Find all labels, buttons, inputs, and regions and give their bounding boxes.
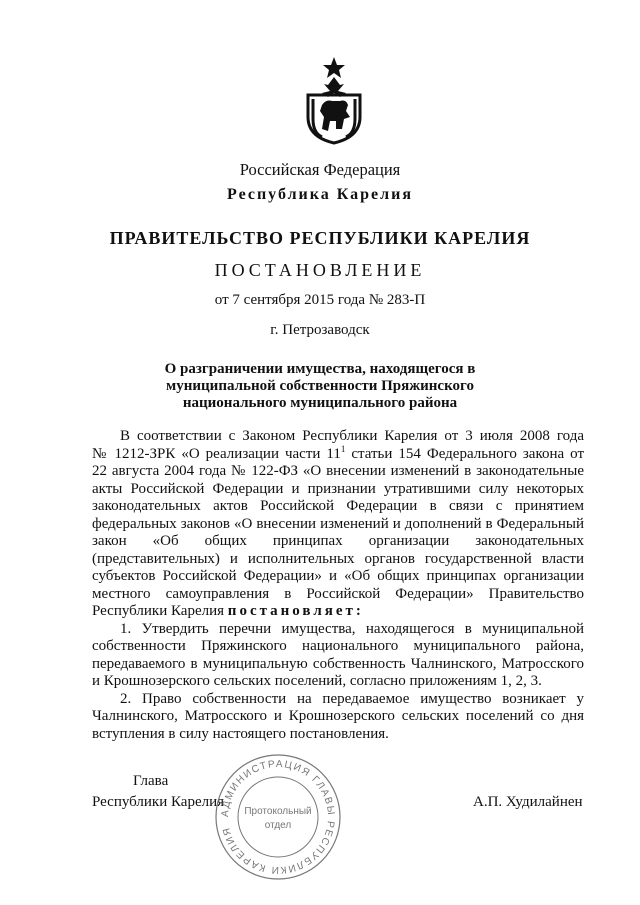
body-line: собственности Пряжинского национального муниципального района, <box>92 638 584 654</box>
body-line <box>92 603 584 621</box>
body-line: вступления в силу настоящего постановления. <box>92 725 389 742</box>
body-line: передаваемого в муниципальную собственность Чалнинского, Матросского <box>92 655 584 672</box>
body-line: закон «Об общих принципах организации законодательных <box>92 533 584 549</box>
body-line: 22 августа 2004 года № 122-ФЗ «О внесении изменений в законодательные <box>92 463 584 479</box>
signatory-position: Глава <box>133 773 169 789</box>
body-line: акты Российской Федерации и признании утратившими силу некоторых <box>92 480 584 497</box>
body-line: Чалнинского, Матросского и Крошнозерского сельских поселений со дня <box>92 708 584 724</box>
body-line: и Крошнозерского сельских поселений, согласно приложениям 1, 2, 3. <box>92 673 542 689</box>
body-text: Республики Карелия <box>92 603 225 619</box>
body-line: субъектов Российской Федерации» и «Об общих принципах организации <box>92 568 584 584</box>
body-line <box>92 443 584 464</box>
stamp-ring-text: АДМИНИСТРАЦИЯ ГЛАВЫ РЕСПУБЛИКИ КАРЕЛИЯ <box>219 758 337 876</box>
stamp-center-line: отдел <box>264 820 292 831</box>
title-line: муниципальной собственности Пряжинского <box>166 378 474 394</box>
stamp-center-line: Протокольный <box>244 806 312 817</box>
city: г. Петрозаводск <box>270 322 370 338</box>
decides-word: постановляет: <box>227 603 364 619</box>
signatory-position-republic: Республики Карелия <box>92 794 225 810</box>
signatory-name: А.П. Худилайнен <box>473 794 583 810</box>
body-line: законодательных актов Российской Федерации в связи с принятием <box>92 498 584 514</box>
decree-title <box>0 361 640 412</box>
superscript: 1 <box>340 443 346 454</box>
coat-of-arms-emblem <box>300 55 368 145</box>
document-type: ПОСТАНОВЛЕНИЕ <box>214 260 426 280</box>
body-line: 1. Утвердить перечни имущества, находящегося в муниципальной <box>120 620 584 637</box>
body-line: местного самоуправления в Российской Федерации» Правительство <box>92 585 584 602</box>
official-stamp <box>213 752 343 882</box>
law-reference-rest: статьи 154 Федерального закона от <box>351 445 584 462</box>
svg-text:АДМИНИСТРАЦИЯ ГЛАВЫ РЕСПУБЛИКИ <box>220 759 336 875</box>
decree-body <box>92 428 584 743</box>
country-name: Российская Федерация <box>239 160 401 179</box>
republic-name: Республика Карелия <box>227 186 413 203</box>
law-reference: № 1212-ЗРК «О реализации части 11 <box>92 445 341 462</box>
government-title: ПРАВИТЕЛЬСТВО РЕСПУБЛИКИ КАРЕЛИЯ <box>109 228 531 248</box>
body-line: федеральных законов «О внесении изменений и дополнений в Федеральный <box>92 515 584 532</box>
body-line: В соответствии с Законом Республики Карелия от 3 июля 2008 года <box>120 428 584 444</box>
decree-date-number: от 7 сентября 2015 года № 283-П <box>214 292 426 308</box>
body-line: 2. Право собственности на передаваемое имущество возникает у <box>120 690 584 707</box>
title-line: национального муниципального района <box>182 395 458 411</box>
title-line: О разграничении имущества, находящегося в <box>164 361 476 377</box>
body-line: (представительных) и исполнительных органов государственной власти <box>92 550 584 567</box>
